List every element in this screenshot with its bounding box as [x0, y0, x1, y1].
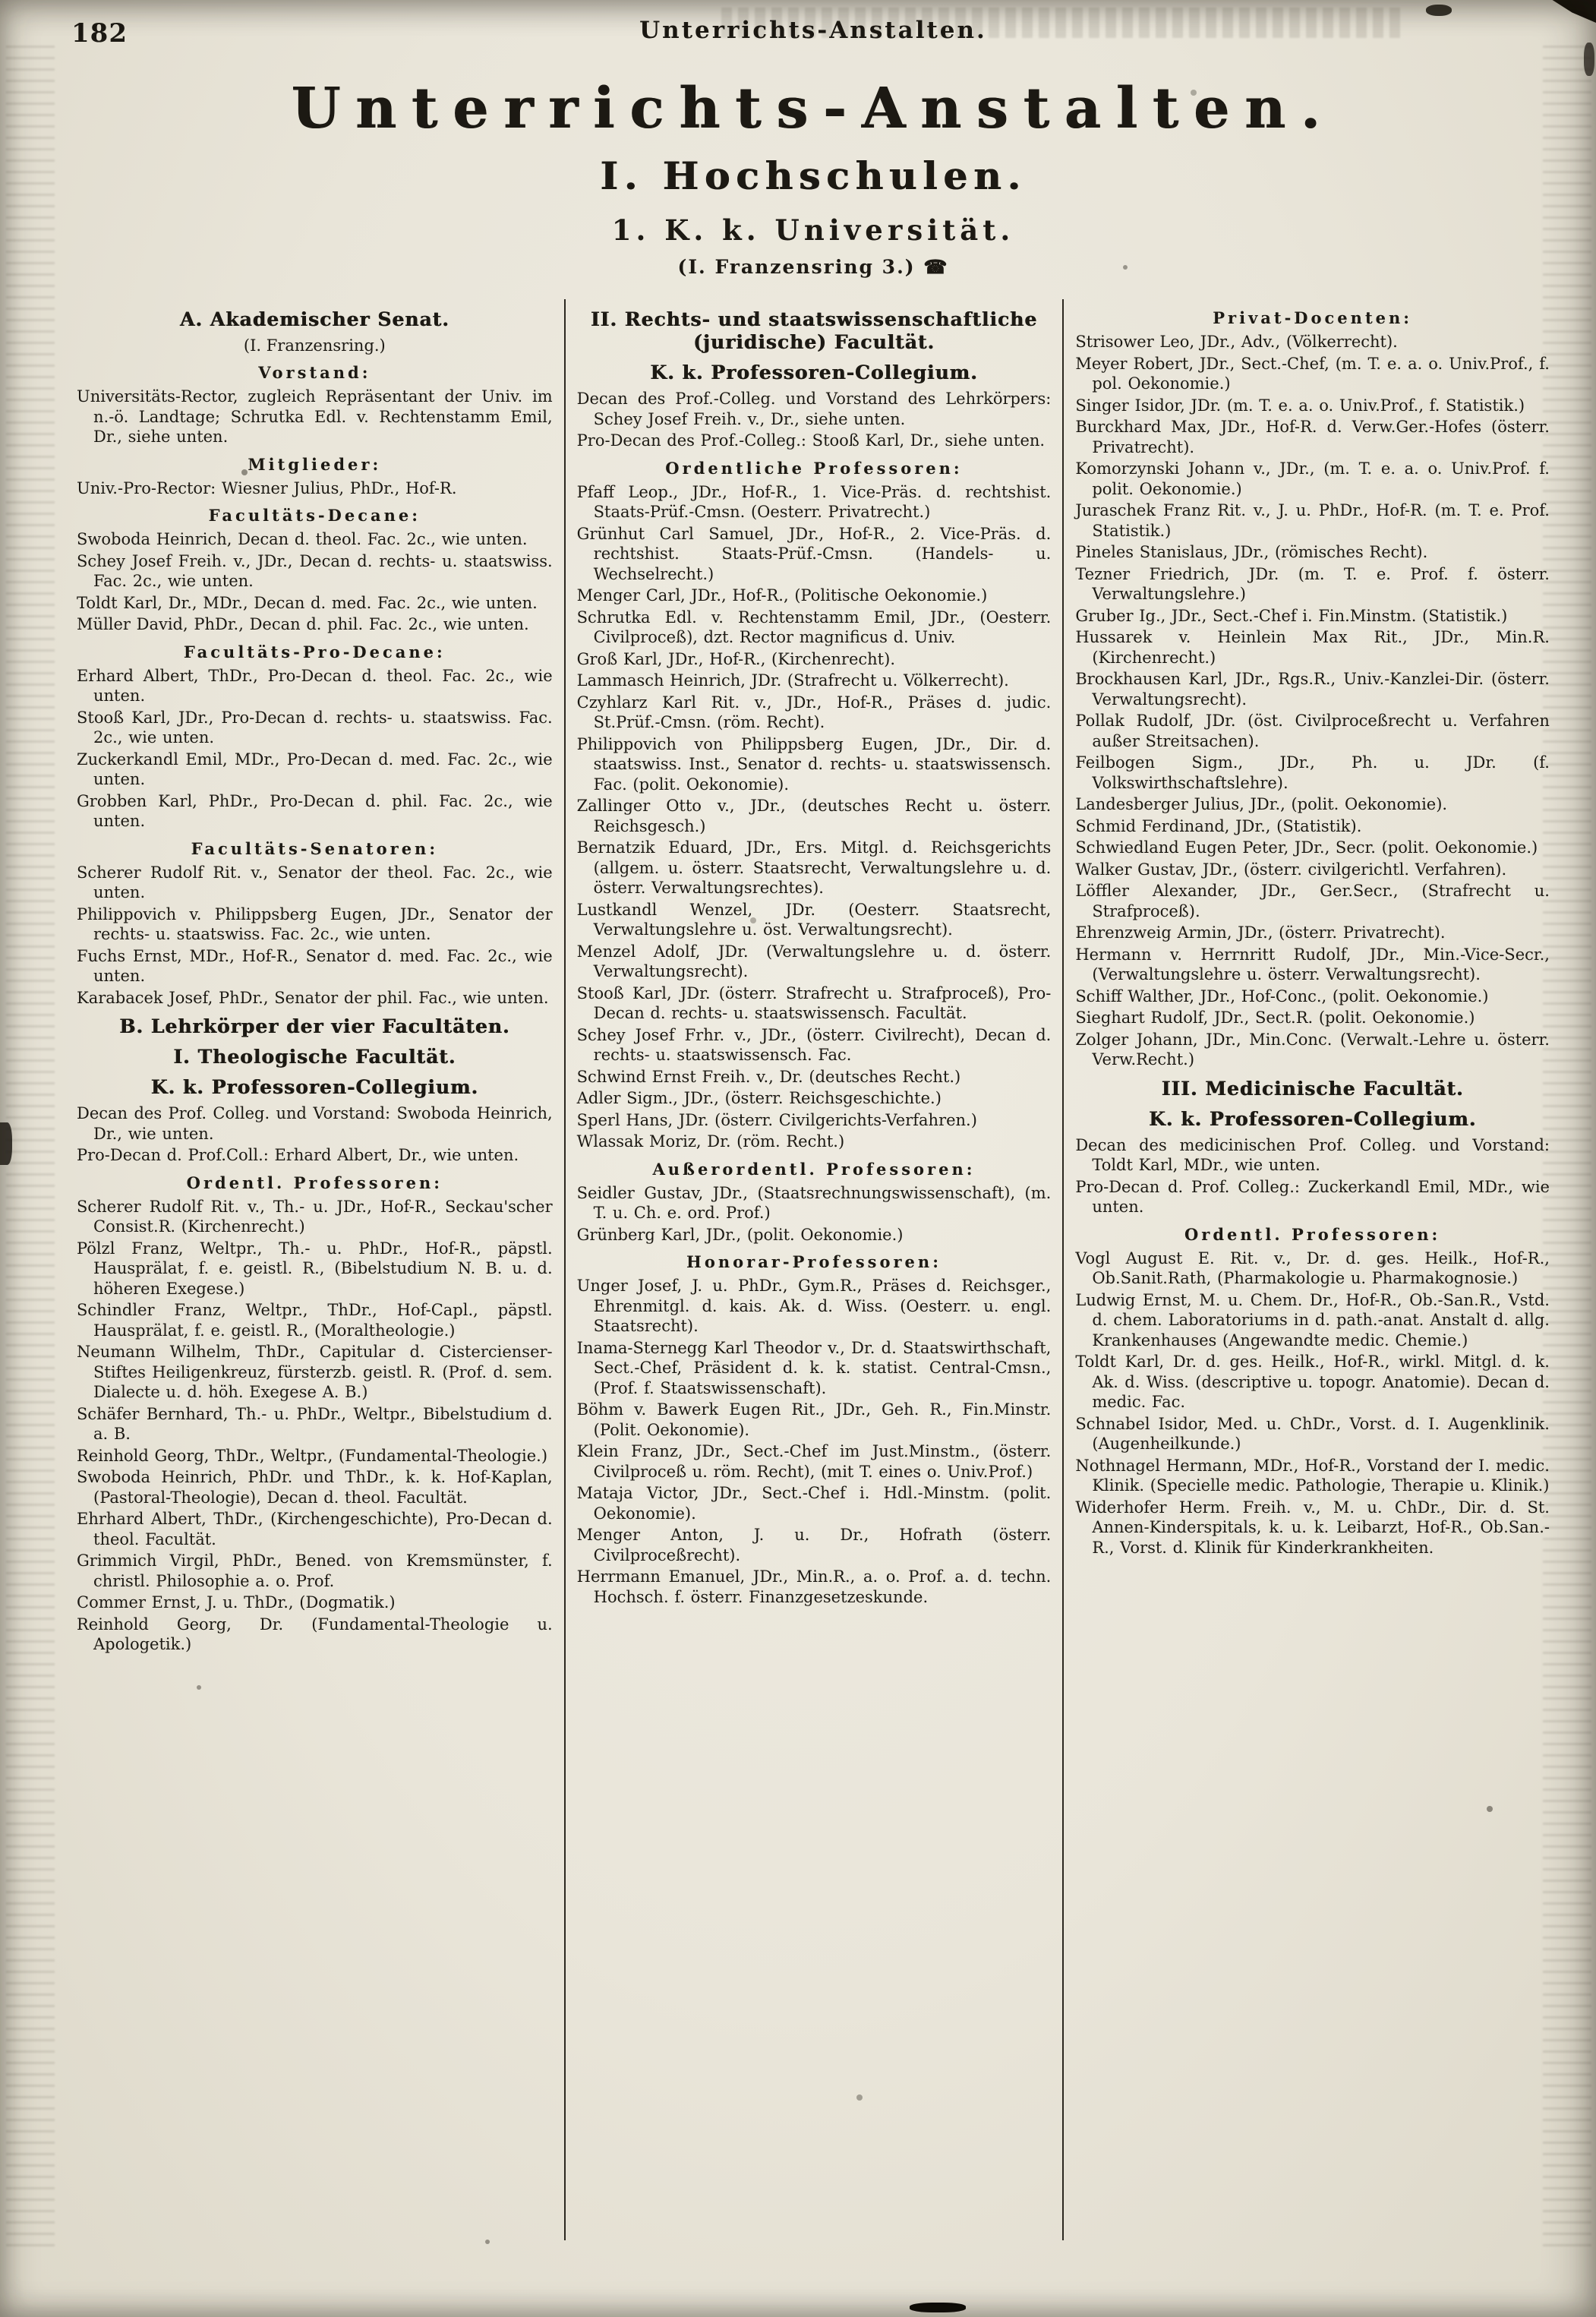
bleed-through-left	[6, 46, 55, 2248]
directory-entry: Böhm v. Bawerk Eugen Rit., JDr., Geh. R., Fin.Minstr. (Polit. Oekonomie).	[576, 1400, 1052, 1439]
column-2	[564, 299, 1063, 2240]
columns	[65, 299, 1561, 2240]
directory-entry: Decan des Prof. Colleg. und Vorstand: Swoboda Heinrich, Dr., wie unten.	[77, 1104, 553, 1143]
section-heading: II. Rechts- und staatswissenschaftliche (juridische) Facultät.	[590, 308, 1038, 353]
directory-entry: Pro-Decan d. Prof.Coll.: Erhard Albert, Dr., wie unten.	[77, 1146, 519, 1164]
directory-entry: Löffler Alexander, JDr., Ger.Secr., (Strafrecht u. Strafproceß).	[1075, 882, 1550, 920]
section-heading: B. Lehrkörper der vier Facultäten.	[119, 1015, 510, 1037]
directory-entry: Singer Isidor, JDr. (m. T. e. a. o. Univ.Prof., f. Statistik.)	[1075, 396, 1525, 415]
directory-entry: Komorzynski Johann v., JDr., (m. T. e. a. o. Univ.Prof. f. polit. Oekonomie.)	[1075, 459, 1550, 498]
directory-entry: Menzel Adolf, JDr. (Verwaltungslehre u. d. österr. Verwaltungsrecht).	[576, 942, 1052, 980]
directory-entry: Commer Ernst, J. u. ThDr., (Dogmatik.)	[77, 1593, 396, 1611]
directory-entry: Neumann Wilhelm, ThDr., Capitular d. Cistercienser-Stiftes Heiligenkreuz, fürsterzb. geistl. R. (Prof. d. sem. Dialecte u. d. höh. Exegese A. B.)	[77, 1343, 553, 1401]
scan-artifact-right-edge	[1584, 43, 1594, 76]
directory-entry: Lustkandl Wenzel, JDr. (Oesterr. Staatsrecht, Verwaltungslehre u. öst. Verwaltungsrecht).	[576, 900, 1052, 939]
scan-artifact-left-edge	[0, 1122, 12, 1165]
directory-entry: Pölzl Franz, Weltpr., Th.- u. PhDr., Hof-R., päpstl. Hausprälat, f. e. geistl. R., (Bibelstudium N. B. u. d. höheren Exegese.)	[77, 1239, 553, 1298]
section-heading: Vorstand:	[258, 363, 371, 382]
directory-entry: Schmid Ferdinand, JDr., (Statistik).	[1075, 816, 1362, 835]
running-title: Unterrichts-Anstalten.	[639, 17, 987, 44]
section-heading: A. Akademischer Senat.	[179, 308, 449, 330]
directory-entry: Menger Anton, J. u. Dr., Hofrath (österr. Civilproceßrecht).	[576, 1526, 1052, 1564]
page-title: Unterrichts-Anstalten.	[291, 76, 1336, 141]
directory-entry: Reinhold Georg, ThDr., Weltpr., (Fundamental-Theologie.)	[77, 1446, 548, 1465]
directory-entry: Hussarek v. Heinlein Max Rit., JDr., Min.R. (Kirchenrecht.)	[1075, 628, 1550, 667]
directory-entry: Sperl Hans, JDr. (österr. Civilgerichts-Verfahren.)	[576, 1110, 977, 1129]
column-3	[1062, 299, 1561, 2240]
section-heading: Facultäts-Decane:	[208, 506, 421, 525]
directory-entry: Klein Franz, JDr., Sect.-Chef im Just.Minstm., (österr. Civilproceß u. röm. Recht), (mit T. eines o. Univ.Prof.)	[576, 1442, 1052, 1481]
directory-entry: Grimmich Virgil, PhDr., Bened. von Kremsmünster, f. christl. Philosophie a. o. Prof.	[77, 1552, 553, 1590]
directory-entry: Herrmann Emanuel, JDr., Min.R., a. o. Prof. a. d. techn. Hochsch. f. österr. Finanzgesetzeskunde.	[576, 1567, 1052, 1606]
directory-entry: Juraschek Franz Rit. v., J. u. PhDr., Hof-R. (m. T. e. Prof. Statistik.)	[1075, 501, 1550, 540]
directory-entry: Nothnagel Hermann, MDr., Hof-R., Vorstand der I. medic. Klinik. (Specielle medic. Pathologie, Therapie u. Klinik.)	[1075, 1456, 1550, 1495]
directory-entry: Müller David, PhDr., Decan d. phil. Fac. 2c., wie unten.	[77, 615, 529, 633]
directory-entry: Lammasch Heinrich, JDr. (Strafrecht u. Völkerrecht).	[576, 671, 1009, 690]
directory-entry: Univ.-Pro-Rector: Wiesner Julius, PhDr., Hof-R.	[77, 478, 457, 497]
directory-entry: Czyhlarz Karl Rit. v., JDr., Hof-R., Präses d. judic. St.Prüf.-Cmsn. (röm. Recht).	[576, 693, 1052, 731]
directory-entry: Tezner Friedrich, JDr. (m. T. e. Prof. f. österr. Verwaltungslehre.)	[1075, 564, 1550, 603]
directory-entry: Ehrhard Albert, ThDr., (Kirchengeschichte), Pro-Decan d. theol. Facultät.	[77, 1510, 553, 1548]
directory-entry: Toldt Karl, Dr. d. ges. Heilk., Hof-R., wirkl. Mitgl. d. k. Ak. d. Wiss. (descriptive u. topogr. Anatomie). Decan d. medic. Fac.	[1075, 1353, 1550, 1411]
directory-entry: Schey Josef Frhr. v., JDr., (österr. Civilrecht), Decan d. rechts- u. staatswissensch. Fac.	[576, 1025, 1052, 1064]
directory-entry: Bernatzik Eduard, JDr., Ers. Mitgl. d. Reichsgerichts (allgem. u. österr. Staatsrecht, Verwaltungslehre u. d. österr. Verwaltungsrechtes).	[576, 838, 1052, 897]
directory-entry: Landesberger Julius, JDr., (polit. Oekonomie).	[1075, 795, 1448, 813]
directory-entry: Feilbogen Sigm., JDr., Ph. u. JDr. (f. Volkswirthschaftslehre).	[1075, 753, 1550, 792]
directory-entry: Seidler Gustav, JDr., (Staatsrechnungswissenschaft), (m. T. u. Ch. e. ord. Prof.)	[576, 1183, 1052, 1222]
directory-entry: Unger Josef, J. u. PhDr., Gym.R., Präses d. Reichsger., Ehrenmitgl. d. kais. Ak. d. Wiss. (Oesterr. u. engl. Staatsrecht).	[576, 1277, 1052, 1335]
directory-entry: Walker Gustav, JDr., (österr. civilgerichtl. Verfahren).	[1075, 860, 1507, 879]
directory-entry: Pfaff Leop., JDr., Hof-R., 1. Vice-Präs. d. rechtshist. Staats-Prüf.-Cmsn. (Oesterr. Privatrecht.)	[576, 482, 1052, 521]
directory-entry: Schrutka Edl. v. Rechtenstamm Emil, JDr., (Oesterr. Civilproceß), dzt. Rector magnificus d. Univ.	[576, 608, 1052, 646]
section-heading: I. Theologische Facultät.	[173, 1046, 456, 1068]
section-heading: Ordentl. Professoren:	[186, 1173, 443, 1192]
directory-entry: Brockhausen Karl, JDr., Rgs.R., Univ.-Kanzlei-Dir. (österr. Verwaltungsrecht).	[1075, 670, 1550, 709]
directory-entry: Groß Karl, JDr., Hof-R., (Kirchenrecht).	[576, 649, 895, 668]
section-heading: III. Medicinische Facultät.	[1161, 1077, 1464, 1100]
scan-artifact-bottom	[910, 2303, 966, 2312]
scan-speckles	[0, 0, 3, 3]
directory-entry: Fuchs Ernst, MDr., Hof-R., Senator d. med. Fac. 2c., wie unten.	[77, 946, 553, 985]
section-heading: I. Hochschulen.	[600, 153, 1027, 198]
directory-entry: Scherer Rudolf Rit. v., Th.- u. JDr., Hof-R., Seckau'scher Consist.R. (Kirchenrecht.)	[77, 1197, 553, 1236]
directory-entry: Grobben Karl, PhDr., Pro-Decan d. phil. Fac. 2c., wie unten.	[77, 791, 553, 830]
directory-entry: Decan des medicinischen Prof. Colleg. und Vorstand: Toldt Karl, MDr., wie unten.	[1075, 1135, 1550, 1174]
directory-entry: Ehrenzweig Armin, JDr., (österr. Privatrecht).	[1075, 923, 1446, 942]
address-line: (I. Franzensring 3.) ☎	[677, 256, 949, 278]
title-block	[65, 76, 1561, 278]
column-1	[65, 299, 564, 2240]
section-heading: Facultäts-Senatoren:	[191, 838, 439, 858]
directory-entry: Swoboda Heinrich, Decan d. theol. Fac. 2c., wie unten.	[77, 530, 528, 548]
section-heading: Außerordentl. Professoren:	[652, 1159, 976, 1179]
section-heading: K. k. Professoren-Collegium.	[650, 361, 978, 384]
directory-entry: Gruber Ig., JDr., Sect.-Chef i. Fin.Minstm. (Statistik.)	[1075, 606, 1508, 625]
directory-entry: Mataja Victor, JDr., Sect.-Chef i. Hdl.-Minstm. (polit. Oekonomie).	[576, 1484, 1052, 1523]
section-heading: Honorar-Professoren:	[686, 1252, 942, 1271]
directory-entry: Swoboda Heinrich, PhDr. und ThDr., k. k. Hof-Kaplan, (Pastoral-Theologie), Decan d. theol. Facultät.	[77, 1468, 553, 1507]
directory-entry: Pollak Rudolf, JDr. (öst. Civilproceßrecht u. Verfahren außer Streitsachen).	[1075, 712, 1550, 750]
section-heading: K. k. Professoren-Collegium.	[1148, 1107, 1477, 1130]
directory-entry: Philippovich von Philippsberg Eugen, JDr., Dir. d. staatswiss. Inst., Senator d. rechts- u. staatswissensch. Fac. (polit. Oekonomie).	[576, 734, 1052, 794]
directory-entry: Schnabel Isidor, Med. u. ChDr., Vorst. d. I. Augenklinik. (Augenheilkunde.)	[1075, 1414, 1550, 1453]
directory-entry: Strisower Leo, JDr., Adv., (Völkerrecht).	[1075, 333, 1398, 351]
directory-entry: Ludwig Ernst, M. u. Chem. Dr., Hof-R., Ob.-San.R., Vstd. d. chem. Laboratoriums in d. path.-anat. Anstalt d. allg. Krankenhauses (Angewandte medic. Chemie.)	[1075, 1290, 1550, 1349]
section-heading: Mitglieder:	[248, 454, 382, 474]
page-header	[65, 14, 1561, 50]
directory-entry: Pro-Decan d. Prof. Colleg.: Zuckerkandl Emil, MDr., wie unten.	[1075, 1177, 1550, 1216]
directory-entry: Widerhofer Herm. Freih. v., M. u. ChDr., Dir. d. St. Annen-Kinderspitals, k. u. k. Leibarzt, Hof-R., Ob.San.-R., Vorst. d. Klinik für Kinderkrankheiten.	[1075, 1498, 1550, 1557]
directory-entry: Schey Josef Freih. v., JDr., Decan d. rechts- u. staatswiss. Fac. 2c., wie unten.	[77, 551, 553, 590]
subsection-heading: 1. K. k. Universität.	[611, 213, 1015, 247]
directory-entry: Philippovich v. Philippsberg Eugen, JDr., Senator der rechts- u. staatswiss. Fac. 2c., wie unten.	[77, 904, 553, 943]
directory-entry: Inama-Sternegg Karl Theodor v., Dr. d. Staatswirthschaft, Sect.-Chef, Präsident d. k. k. statist. Central-Cmsn., (Prof. f. Staatswissenschaft).	[576, 1338, 1052, 1397]
directory-entry: Schwiedland Eugen Peter, JDr., Secr. (polit. Oekonomie.)	[1075, 838, 1538, 857]
directory-entry: Schindler Franz, Weltpr., ThDr., Hof-Capl., päpstl. Hausprälat, f. e. geistl. R., (Moraltheologie.)	[77, 1301, 553, 1340]
directory-entry: Erhard Albert, ThDr., Pro-Decan d. theol. Fac. 2c., wie unten.	[77, 666, 553, 705]
directory-entry: Wlassak Moriz, Dr. (röm. Recht.)	[576, 1132, 845, 1151]
directory-entry: Stooß Karl, JDr. (österr. Strafrecht u. Strafproceß), Pro-Decan d. rechts- u. staatswissensch. Facultät.	[576, 983, 1052, 1022]
directory-entry: Schwind Ernst Freih. v., Dr. (deutsches Recht.)	[576, 1067, 961, 1086]
directory-entry: Decan des Prof.-Colleg. und Vorstand des Lehrkörpers: Schey Josef Freih. v., Dr., siehe unten.	[576, 390, 1052, 428]
directory-entry: Meyer Robert, JDr., Sect.-Chef, (m. T. e. a. o. Univ.Prof., f. pol. Oekonomie.)	[1075, 354, 1550, 393]
directory-entry: Sieghart Rudolf, JDr., Sect.R. (polit. Oekonomie.)	[1075, 1009, 1475, 1027]
directory-entry: Hermann v. Herrnritt Rudolf, JDr., Min.-Vice-Secr., (Verwaltungslehre u. österr. Verwaltungsrecht).	[1075, 945, 1550, 983]
directory-entry: Toldt Karl, Dr., MDr., Decan d. med. Fac. 2c., wie unten.	[77, 593, 538, 612]
page-number: 182	[71, 18, 128, 49]
directory-entry: Vogl August E. Rit. v., Dr. d. ges. Heilk., Hof-R., Ob.Sanit.Rath, (Pharmakologie u. Pharmakognosie.)	[1075, 1248, 1550, 1287]
section-heading: K. k. Professoren-Collegium.	[150, 1076, 479, 1098]
directory-entry: Stooß Karl, JDr., Pro-Decan d. rechts- u. staatswiss. Fac. 2c., wie unten.	[77, 708, 553, 747]
directory-entry: Karabacek Josef, PhDr., Senator der phil. Fac., wie unten.	[77, 988, 549, 1007]
directory-entry: Pineles Stanislaus, JDr., (römisches Recht).	[1075, 543, 1428, 561]
directory-entry: Scherer Rudolf Rit. v., Senator der theol. Fac. 2c., wie unten.	[77, 863, 553, 901]
section-heading: Ordentl. Professoren:	[1184, 1224, 1441, 1244]
directory-entry: Menger Carl, JDr., Hof-R., (Politische Oekonomie.)	[576, 586, 988, 605]
directory-entry: Pro-Decan des Prof.-Colleg.: Stooß Karl, Dr., siehe unten.	[576, 431, 1046, 450]
directory-entry: Grünberg Karl, JDr., (polit. Oekonomie.)	[576, 1225, 904, 1244]
section-heading: (I. Franzensring.)	[243, 336, 386, 355]
directory-entry: Grünhut Carl Samuel, JDr., Hof-R., 2. Vice-Präs. d. rechtshist. Staats-Prüf.-Cmsn. (Handels- u. Wechselrecht.)	[576, 524, 1052, 583]
directory-entry: Universitäts-Rector, zugleich Repräsentant der Univ. im n.-ö. Landtage; Schrutka Edl. v. Rechtenstamm Emil, Dr., siehe unten.	[77, 387, 553, 446]
directory-entry: Burckhard Max, JDr., Hof-R. d. Verw.Ger.-Hofes (österr. Privatrecht).	[1075, 418, 1550, 456]
directory-entry: Schäfer Bernhard, Th.- u. PhDr., Weltpr., Bibelstudium d. a. B.	[77, 1404, 553, 1443]
section-heading: Facultäts-Pro-Decane:	[183, 642, 446, 661]
directory-entry: Zallinger Otto v., JDr., (deutsches Recht u. österr. Reichsgesch.)	[576, 797, 1052, 835]
directory-entry: Adler Sigm., JDr., (österr. Reichsgeschichte.)	[576, 1089, 942, 1107]
section-heading: Ordentliche Professoren:	[665, 458, 963, 478]
directory-entry: Schiff Walther, JDr., Hof-Conc., (polit. Oekonomie.)	[1075, 986, 1489, 1005]
directory-entry: Zolger Johann, JDr., Min.Conc. (Verwalt.-Lehre u. österr. Verw.Recht.)	[1075, 1030, 1550, 1069]
directory-entry: Reinhold Georg, Dr. (Fundamental-Theologie u. Apologetik.)	[77, 1615, 553, 1653]
section-heading: Privat-Docenten:	[1213, 308, 1413, 327]
directory-entry: Zuckerkandl Emil, MDr., Pro-Decan d. med. Fac. 2c., wie unten.	[77, 750, 553, 788]
